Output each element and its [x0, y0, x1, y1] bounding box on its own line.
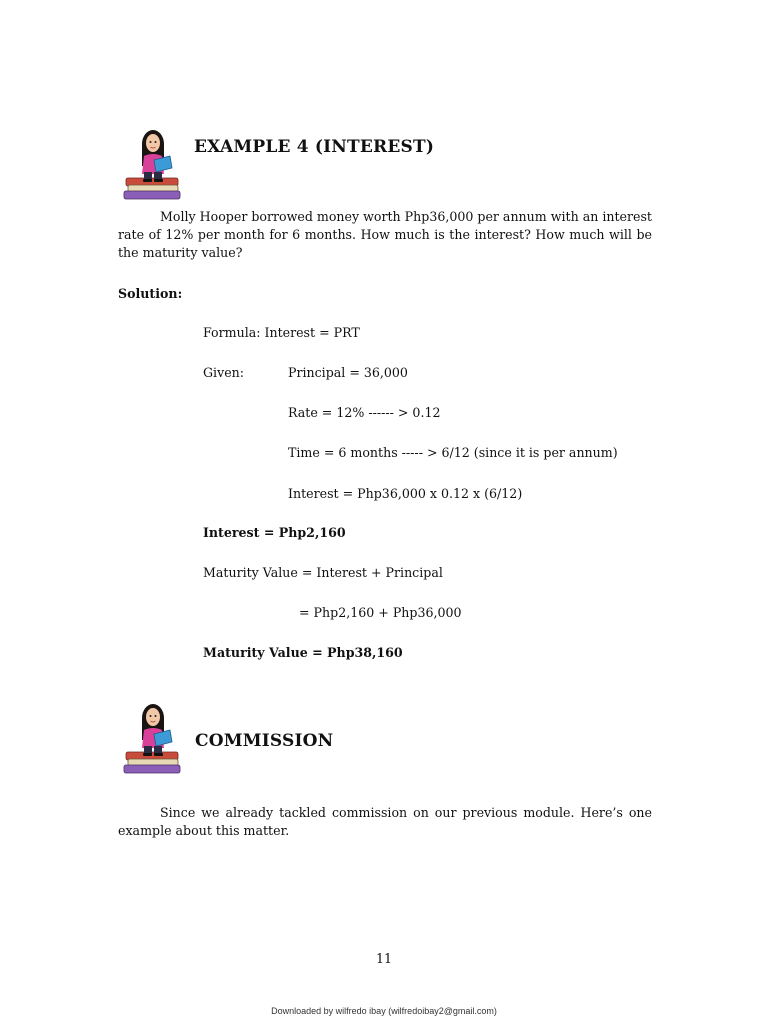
maturity-formula-line: Maturity Value = Interest + Principal — [203, 565, 443, 580]
maturity-result: Maturity Value = Php38,160 — [203, 645, 403, 660]
rate-line: Rate = 12% ------ > 0.12 — [288, 405, 441, 420]
solution-label: Solution: — [118, 286, 183, 301]
commission-text: Since we already tackled commission on our previous module. Here’s one example about this matter. — [118, 805, 652, 838]
interest-calculation-line: Interest = Php36,000 x 0.12 x (6/12) — [288, 486, 523, 501]
girl-reading-on-books-icon — [120, 700, 186, 776]
problem-paragraph — [118, 208, 652, 262]
principal-line: Principal = 36,000 — [288, 365, 408, 380]
example-heading: EXAMPLE 4 (INTEREST) — [194, 137, 435, 157]
download-footer: Downloaded by wilfredo ibay (wilfredoibay2@gmail.com) — [271, 1006, 497, 1016]
interest-result: Interest = Php2,160 — [203, 525, 346, 540]
girl-reading-on-books-icon — [120, 126, 186, 202]
problem-text: Molly Hooper borrowed money worth Php36,000 per annum with an interest rate of 12% per month for 6 months. How much is the interest? How much will be the maturity value? — [118, 209, 652, 260]
commission-heading: COMMISSION — [195, 731, 334, 751]
time-line: Time = 6 months ----- > 6/12 (since it is per annum) — [288, 445, 618, 460]
formula-line: Formula: Interest = PRT — [203, 325, 360, 340]
maturity-calculation-line: = Php2,160 + Php36,000 — [299, 605, 462, 620]
commission-paragraph — [118, 804, 652, 840]
page-number: 11 — [375, 951, 393, 966]
given-label: Given: — [203, 365, 245, 380]
